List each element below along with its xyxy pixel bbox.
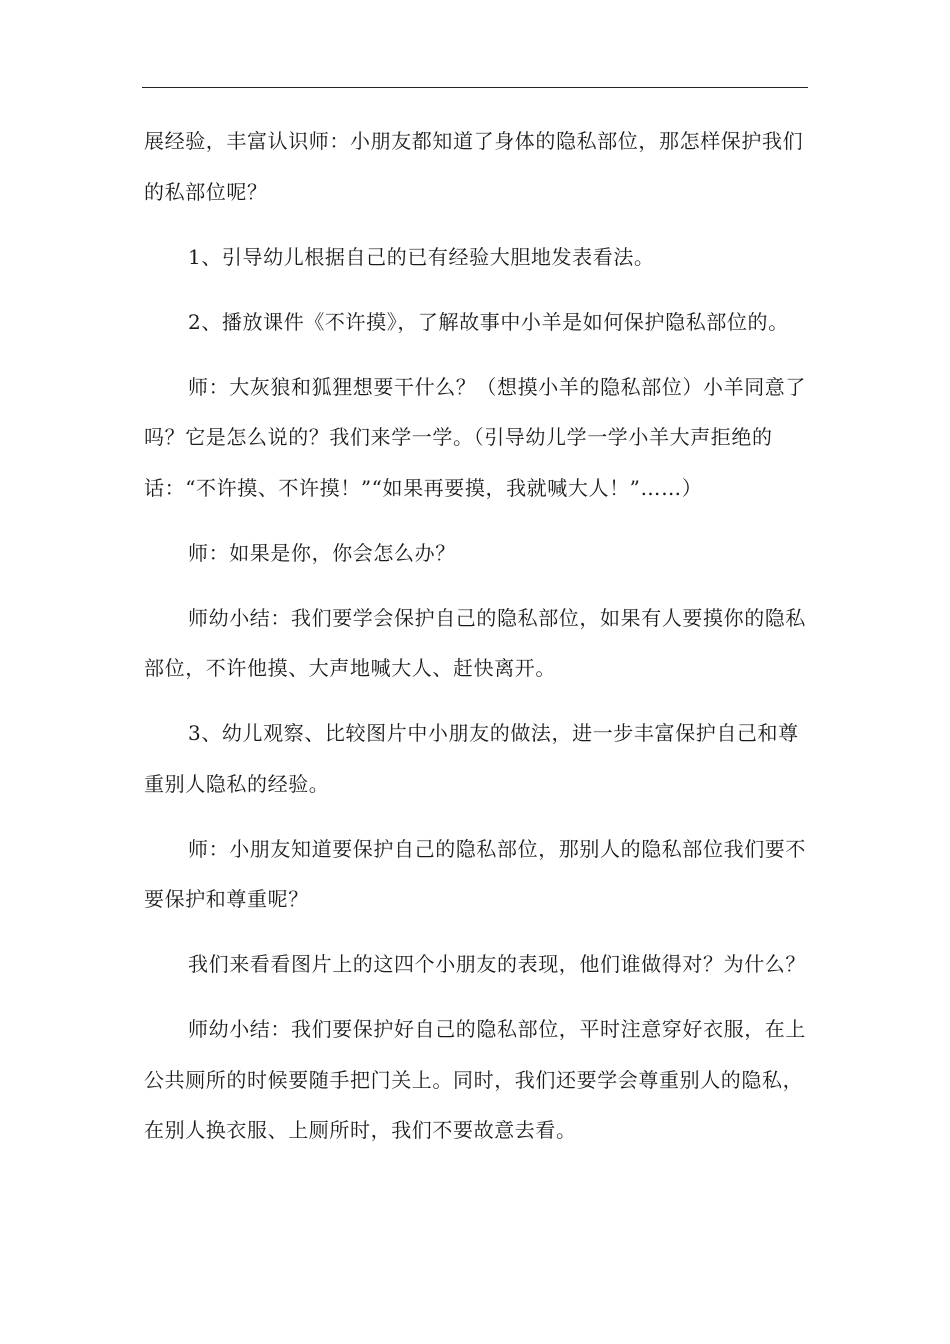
document-body: [144, 116, 812, 1170]
paragraph: 师幼小结：我们要保护好自己的隐私部位，平时注意穿好衣服，在上公共厕所的时候要随手把门关上。同时，我们还要学会尊重别人的隐私，在别人换衣服、上厕所时，我们不要故意去看。: [144, 1017, 806, 1142]
paragraph: 师：如果是你，你会怎么办？: [188, 540, 456, 565]
paragraph: 我们来看看图片上的这四个小朋友的表现，他们谁做得对？为什么？: [188, 952, 806, 976]
header-rule: [142, 87, 808, 88]
paragraph: 3、幼儿观察、比较图片中小朋友的做法，进一步丰富保护自己和尊重别人隐私的经验。: [144, 721, 799, 796]
paragraph: 1、引导幼儿根据自己的已有经验大胆地发表看法。: [188, 244, 655, 269]
paragraph: 师幼小结：我们要学会保护自己的隐私部位，如果有人要摸你的隐私部位，不许他摸、大声地喊大人、赶快离开。: [144, 605, 806, 680]
paragraph: 师：大灰狼和狐狸想要干什么？（想摸小羊的隐私部位）小羊同意了吗？它是怎么说的？我们来学一学。（引导幼儿学一学小羊大声拒绝的话：“不许摸、不许摸！”“如果再要摸，我就喊大人！”……）: [144, 374, 806, 500]
paragraph: 展经验，丰富认识师：小朋友都知道了身体的隐私部位，那怎样保护我们的私部位呢？: [144, 129, 804, 204]
paragraph: 师：小朋友知道要保护自己的隐私部位，那别人的隐私部位我们要不要保护和尊重呢？: [144, 836, 806, 911]
paragraph: 2、播放课件《不许摸》，了解故事中小羊是如何保护隐私部位的。: [188, 309, 789, 334]
